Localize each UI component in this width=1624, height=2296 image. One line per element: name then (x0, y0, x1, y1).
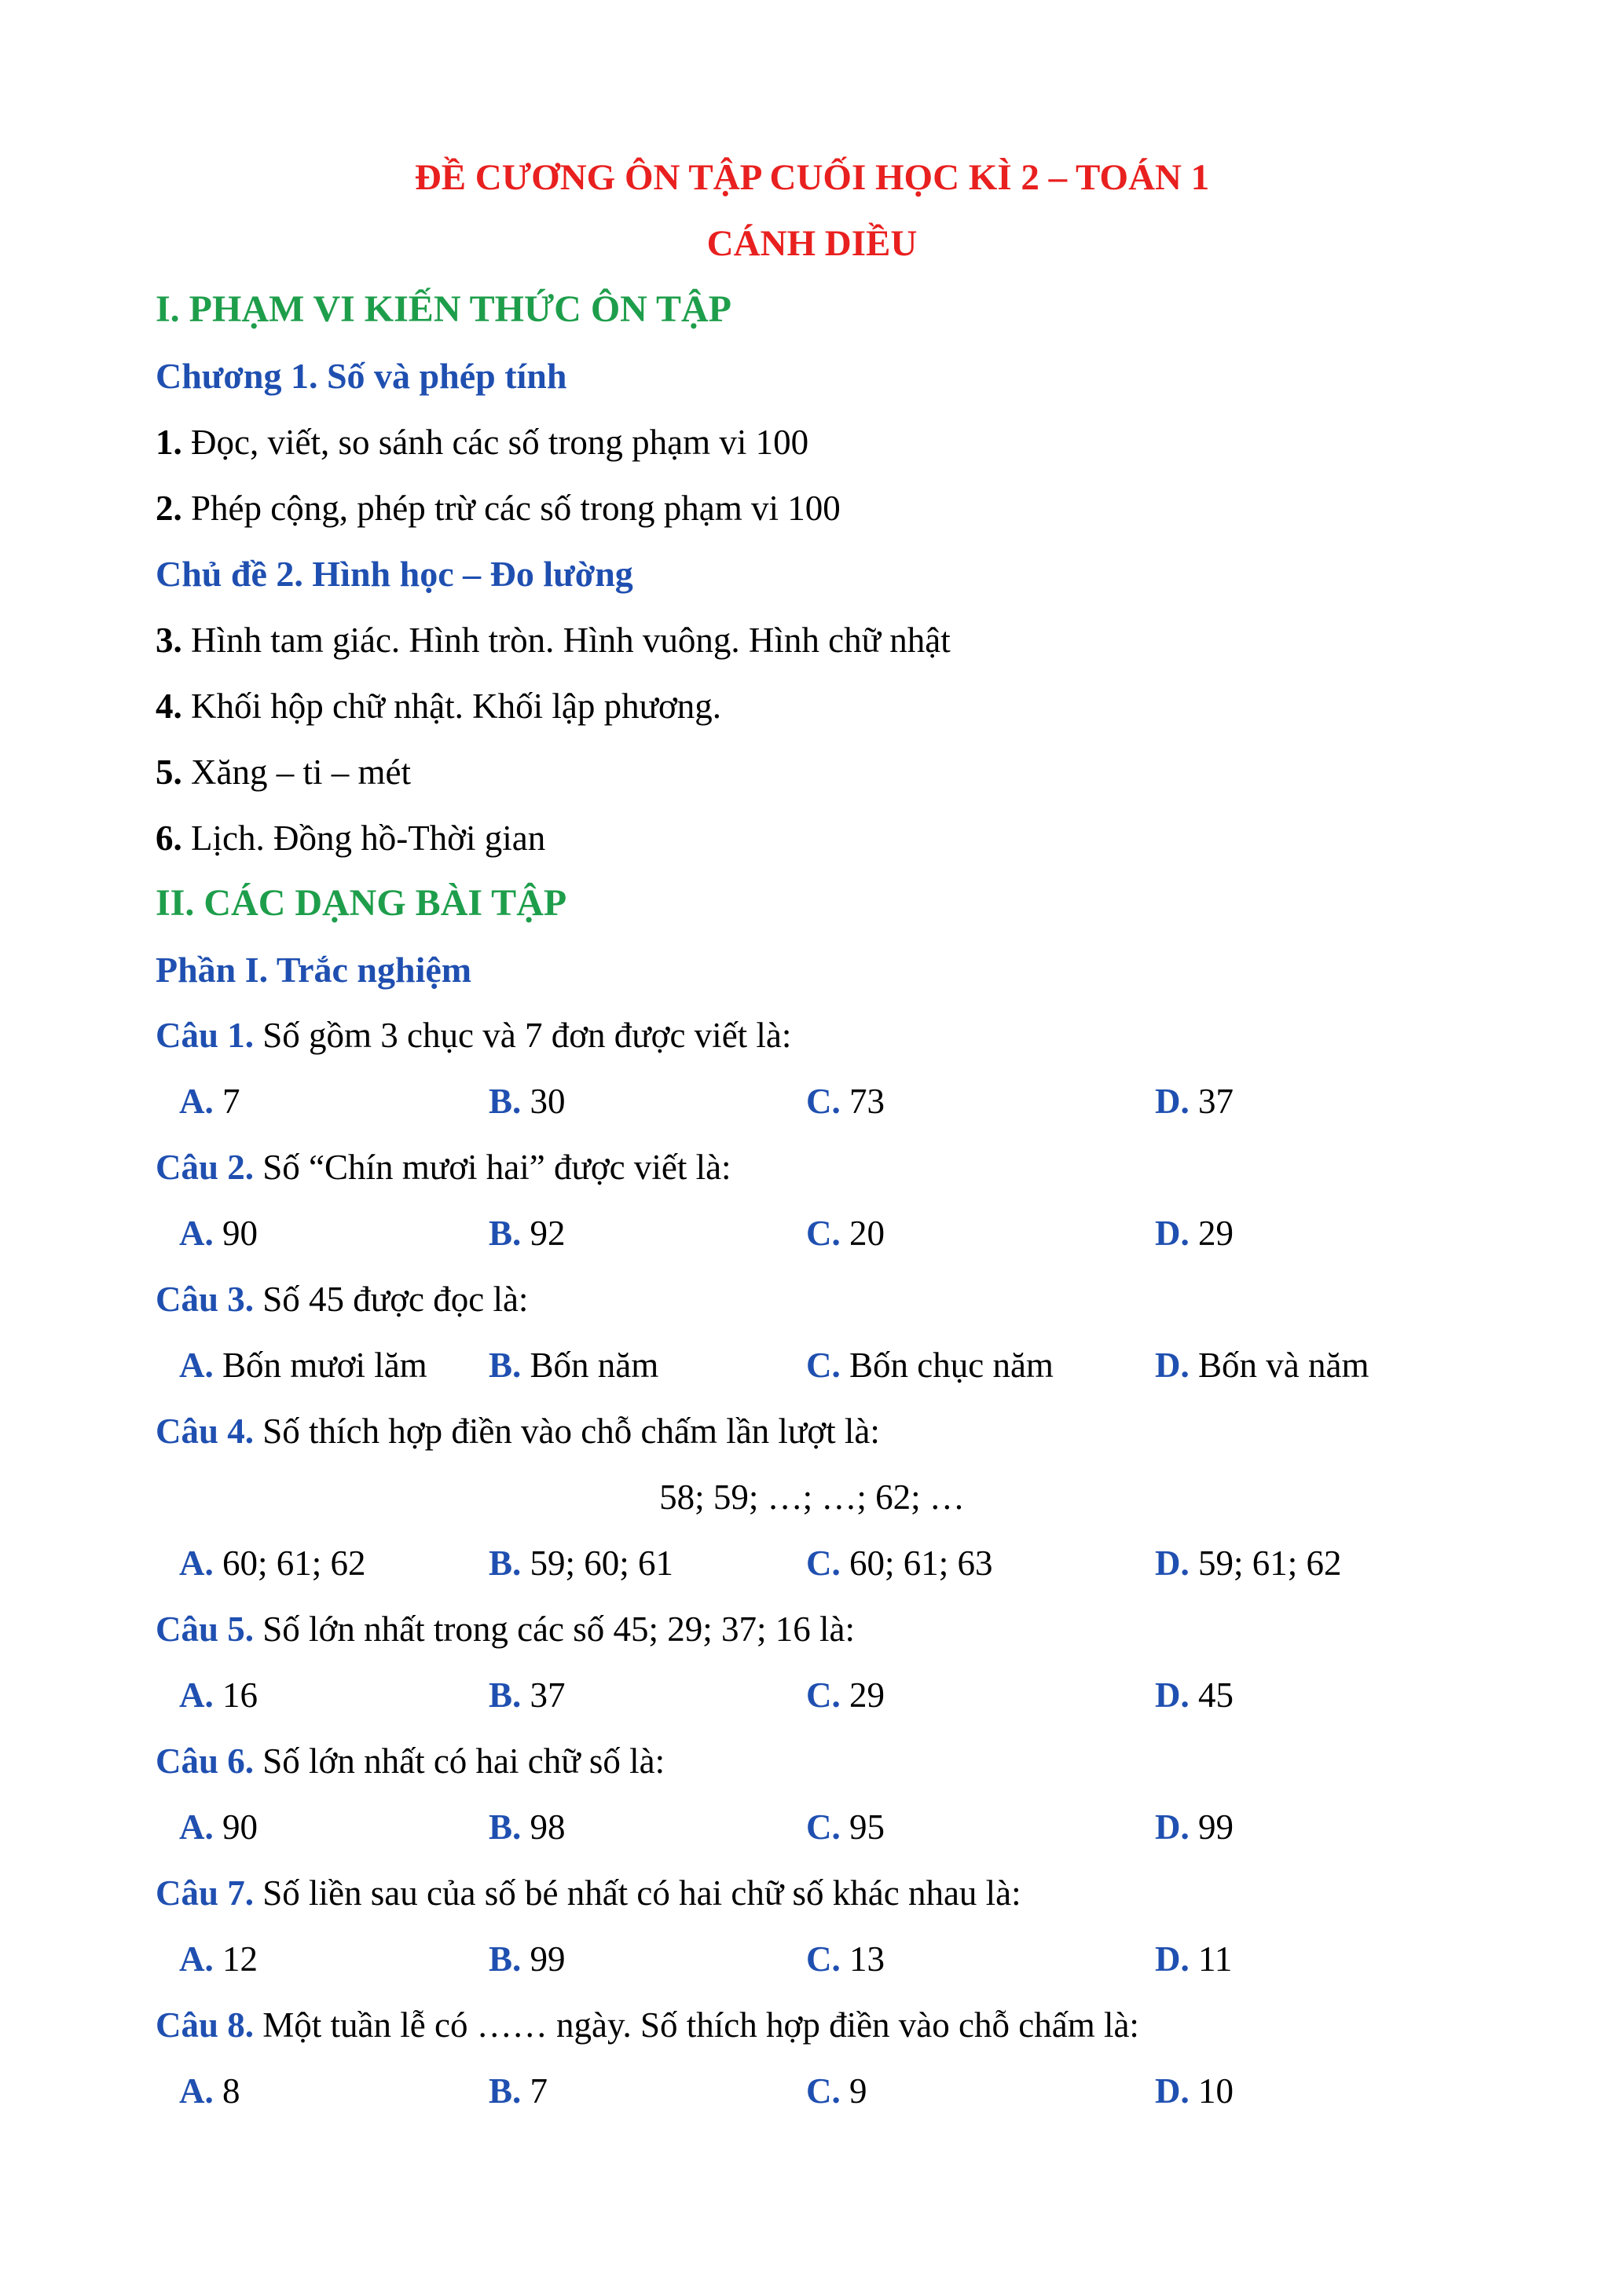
topic-number: 4. (156, 687, 182, 726)
topic-text: Đọc, viết, so sánh các số trong phạm vi 100 (181, 423, 809, 462)
option-letter: C. (806, 1346, 841, 1385)
option-b (489, 1805, 566, 1849)
option-text: 20 (840, 1214, 885, 1253)
question (156, 1871, 1021, 1915)
option-text: 92 (521, 1214, 566, 1253)
section-heading-scope: I. PHẠM VI KIẾN THỨC ÔN TẬP (156, 288, 731, 330)
option-letter: D. (1155, 1543, 1190, 1583)
option-letter: D. (1155, 1675, 1190, 1715)
question-label: Câu 2. (156, 1148, 255, 1187)
part-heading: Phần I. Trắc nghiệm (156, 950, 472, 990)
option-text: 60; 61; 62 (213, 1543, 366, 1583)
doc-title: ĐỀ CƯƠNG ÔN TẬP CUỐI HỌC KÌ 2 – TOÁN 1 (414, 157, 1210, 198)
option-d (1155, 1211, 1234, 1255)
option-text: 7 (213, 1082, 240, 1121)
topic-number: 6. (156, 818, 182, 858)
option-letter: C. (806, 1082, 841, 1121)
option-text: Bốn mươi lăm (213, 1346, 427, 1385)
option-d (1155, 1343, 1369, 1387)
option-d (1155, 1805, 1234, 1849)
topic-text: Hình tam giác. Hình tròn. Hình vuông. Hình chữ nhật (181, 621, 951, 660)
option-text: 59; 60; 61 (521, 1543, 674, 1583)
option-a (179, 1673, 258, 1717)
topic-text: Lịch. Đồng hồ-Thời gian (181, 818, 546, 858)
option-d (1155, 1673, 1234, 1717)
option-c (806, 1079, 885, 1123)
question (156, 1277, 528, 1321)
topic-number: 3. (156, 621, 182, 660)
question (156, 1739, 665, 1783)
option-letter: A. (179, 1214, 214, 1253)
option-letter: D. (1155, 1939, 1190, 1979)
option-b (489, 2069, 548, 2113)
option-b (489, 1673, 566, 1717)
option-text: 29 (1189, 1214, 1234, 1253)
option-letter: D. (1155, 1214, 1190, 1253)
option-letter: A. (179, 1807, 214, 1847)
question-text: Số liền sau của số bé nhất có hai chữ số khác nhau là: (254, 1873, 1021, 1913)
option-a (179, 1805, 258, 1849)
option-c (806, 1673, 885, 1717)
option-d (1155, 2069, 1234, 2113)
option-a (179, 1541, 366, 1585)
question-label: Câu 1. (156, 1016, 255, 1055)
topic-number: 5. (156, 753, 182, 792)
option-b (489, 1937, 566, 1981)
question-text: Một tuần lễ có …… ngày. Số thích hợp điền vào chỗ chấm là: (254, 2005, 1139, 2045)
option-a (179, 1343, 427, 1387)
option-text: 37 (521, 1675, 566, 1715)
option-text: 99 (521, 1939, 566, 1979)
option-text: 30 (521, 1082, 566, 1121)
topic-number: 1. (156, 423, 182, 462)
option-text: 98 (521, 1807, 566, 1847)
question (156, 2003, 1139, 2047)
section-heading-exercises: II. CÁC DẠNG BÀI TẬP (156, 882, 567, 924)
option-text: 9 (840, 2071, 867, 2111)
option-text: Bốn năm (521, 1346, 659, 1385)
option-c (806, 2069, 867, 2113)
option-text: Bốn và năm (1189, 1346, 1369, 1385)
topic-text: Xăng – ti – mét (181, 753, 411, 792)
option-letter: B. (489, 1082, 522, 1121)
option-a (179, 1937, 258, 1981)
option-letter: B. (489, 1346, 522, 1385)
option-b (489, 1541, 673, 1585)
question-text: Số 45 được đọc là: (254, 1280, 529, 1319)
option-text: Bốn chục năm (840, 1346, 1054, 1385)
option-letter: C. (806, 1939, 841, 1979)
option-d (1155, 1937, 1232, 1981)
topic-item (156, 684, 721, 728)
option-letter: B. (489, 1543, 522, 1583)
option-letter: A. (179, 1543, 214, 1583)
option-letter: A. (179, 2071, 214, 2111)
option-letter: B. (489, 1807, 522, 1847)
chapter-heading-2: Chủ đề 2. Hình học – Đo lường (156, 554, 633, 594)
question (156, 1013, 791, 1057)
topic-text: Phép cộng, phép trừ các số trong phạm vi 100 (181, 489, 841, 528)
topic-item (156, 486, 841, 530)
question-text: Số gồm 3 chục và 7 đơn được viết là: (254, 1016, 792, 1055)
option-text: 90 (213, 1807, 258, 1847)
number-sequence: 58; 59; …; …; 62; … (659, 1478, 965, 1517)
doc-subtitle: CÁNH DIỀU (706, 223, 918, 264)
question-label: Câu 8. (156, 2005, 255, 2045)
option-text: 37 (1189, 1082, 1234, 1121)
option-c (806, 1805, 885, 1849)
option-letter: C. (806, 1214, 841, 1253)
option-a (179, 1079, 240, 1123)
question-text: Số lớn nhất trong các số 45; 29; 37; 16 là: (254, 1609, 855, 1649)
option-text: 13 (840, 1939, 885, 1979)
option-letter: B. (489, 1675, 522, 1715)
option-text: 16 (213, 1675, 258, 1715)
option-text: 29 (840, 1675, 885, 1715)
option-letter: C. (806, 1543, 841, 1583)
topic-item (156, 618, 951, 662)
topic-item (156, 420, 808, 464)
option-c (806, 1343, 1054, 1387)
question-text: Số “Chín mươi hai” được viết là: (254, 1148, 731, 1187)
topic-item (156, 816, 545, 860)
option-b (489, 1211, 566, 1255)
option-text: 8 (213, 2071, 240, 2111)
option-text: 90 (213, 1214, 258, 1253)
option-letter: B. (489, 1939, 522, 1979)
option-letter: D. (1155, 1346, 1190, 1385)
option-c (806, 1211, 885, 1255)
option-text: 7 (521, 2071, 548, 2111)
option-a (179, 1211, 258, 1255)
option-letter: B. (489, 2071, 522, 2111)
question-text: Số thích hợp điền vào chỗ chấm lần lượt là: (254, 1412, 880, 1451)
topic-text: Khối hộp chữ nhật. Khối lập phương. (181, 687, 721, 726)
option-c (806, 1937, 885, 1981)
option-letter: D. (1155, 1082, 1190, 1121)
option-letter: B. (489, 1214, 522, 1253)
option-text: 60; 61; 63 (840, 1543, 993, 1583)
option-d (1155, 1541, 1342, 1585)
option-c (806, 1541, 993, 1585)
option-letter: A. (179, 1939, 214, 1979)
question (156, 1607, 855, 1651)
question-label: Câu 5. (156, 1609, 255, 1649)
option-letter: C. (806, 2071, 841, 2111)
option-text: 45 (1189, 1675, 1234, 1715)
option-d (1155, 1079, 1234, 1123)
question (156, 1409, 880, 1453)
option-text: 95 (840, 1807, 885, 1847)
option-text: 73 (840, 1082, 885, 1121)
option-letter: D. (1155, 2071, 1190, 2111)
option-a (179, 2069, 240, 2113)
question-label: Câu 7. (156, 1873, 255, 1913)
option-letter: A. (179, 1346, 214, 1385)
option-letter: D. (1155, 1807, 1190, 1847)
option-letter: A. (179, 1675, 214, 1715)
option-text: 59; 61; 62 (1189, 1543, 1342, 1583)
option-text: 12 (213, 1939, 258, 1979)
question-label: Câu 6. (156, 1741, 255, 1781)
option-b (489, 1343, 658, 1387)
option-text: 11 (1189, 1939, 1233, 1979)
question (156, 1145, 731, 1189)
question-text: Số lớn nhất có hai chữ số là: (254, 1741, 665, 1781)
option-b (489, 1079, 566, 1123)
option-text: 99 (1189, 1807, 1234, 1847)
question-label: Câu 3. (156, 1280, 255, 1319)
option-letter: C. (806, 1675, 841, 1715)
option-text: 10 (1189, 2071, 1234, 2111)
topic-number: 2. (156, 489, 182, 528)
option-letter: C. (806, 1807, 841, 1847)
chapter-heading-1: Chương 1. Số và phép tính (156, 356, 567, 396)
topic-item (156, 750, 411, 794)
option-letter: A. (179, 1082, 214, 1121)
question-label: Câu 4. (156, 1412, 255, 1451)
